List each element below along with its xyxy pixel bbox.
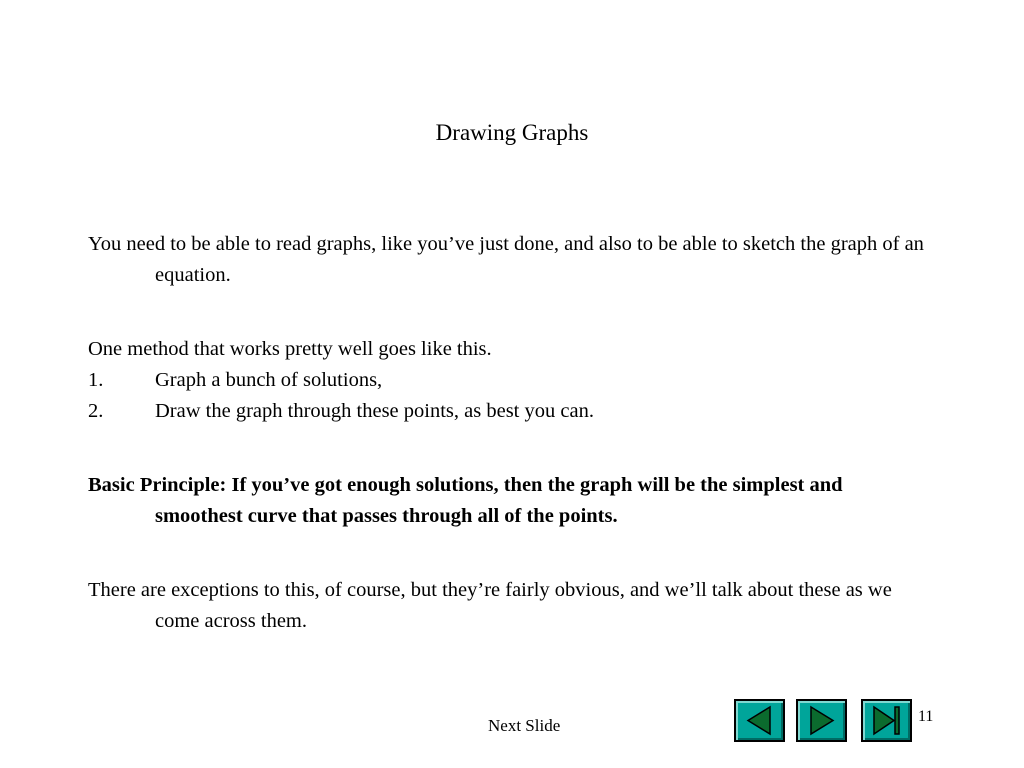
exceptions-paragraph: There are exceptions to this, of course, but they’re fairly obvious, and we’ll talk about these as we come across them. [88, 579, 892, 632]
page-number: 11 [918, 708, 934, 725]
method-intro: One method that works pretty well goes like this. [88, 338, 492, 360]
next-slide-link[interactable]: Next Slide [488, 716, 561, 735]
basic-principle: Basic Principle: If you’ve got enough solutions, then the graph will be the simplest and smoothest curve that passes through all of the points. [88, 474, 843, 527]
previous-slide-button[interactable] [734, 699, 785, 742]
intro-paragraph: You need to be able to read graphs, like you’ve just done, and also to be able to sketch the graph of an equation. [88, 233, 924, 286]
slide-content [88, 229, 928, 637]
slide-title: Drawing Graphs [435, 120, 589, 145]
list-item [88, 365, 928, 396]
next-slide-button[interactable] [796, 699, 847, 742]
list-item-number: 2. [88, 400, 104, 422]
list-item-text: Draw the graph through these points, as best you can. [155, 400, 594, 422]
list-item-number: 1. [88, 369, 104, 391]
last-slide-button[interactable] [861, 699, 912, 742]
triangle-left-icon [736, 701, 783, 740]
list-item [88, 396, 928, 427]
skip-to-end-icon [863, 701, 910, 740]
list-item-text: Graph a bunch of solutions, [155, 369, 383, 391]
triangle-right-icon [798, 701, 845, 740]
